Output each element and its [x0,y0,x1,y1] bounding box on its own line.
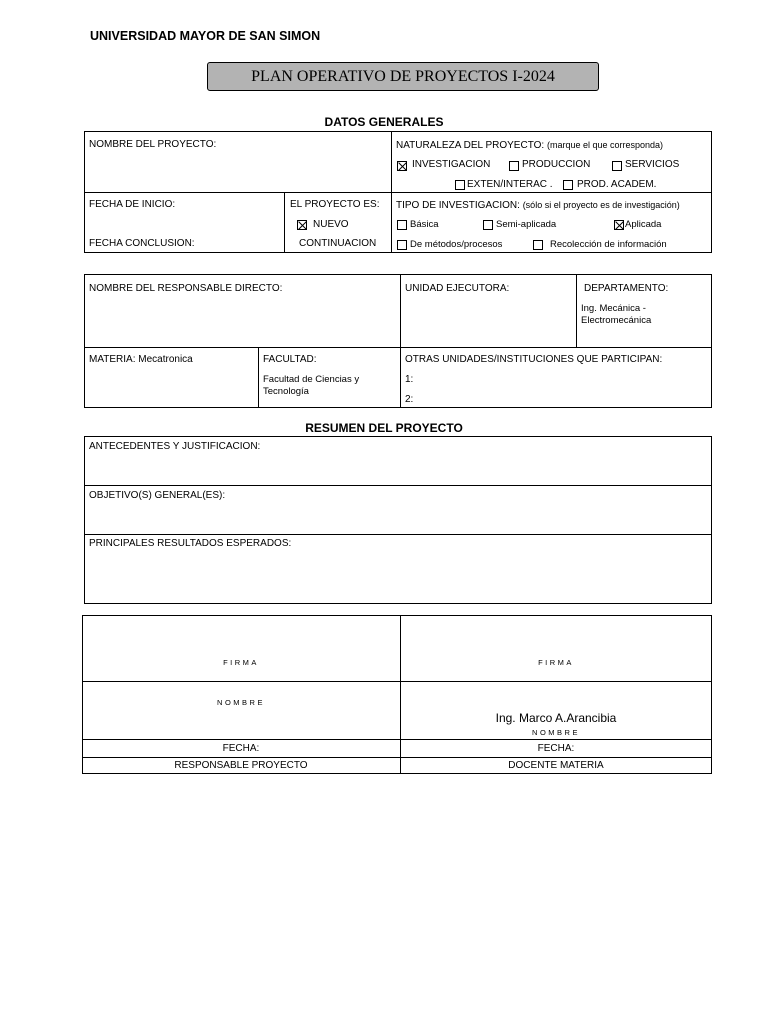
fecha-conclusion-label: FECHA CONCLUSION: [89,238,195,249]
facultad-label: FACULTAD: [263,354,317,365]
row-divider [82,757,712,758]
firma-label-left: FIRMA [223,658,259,667]
university-name: UNIVERSIDAD MAYOR DE SAN SIMON [90,29,321,43]
objetivos-label: OBJETIVO(S) GENERAL(ES): [89,490,226,501]
facultad-value-line2: Tecnología [263,386,309,397]
column-divider [284,192,285,253]
prod-academ-option-label: PROD. ACADEM. [577,179,657,190]
investigacion-checkbox[interactable] [397,161,407,171]
page-title: PLAN OPERATIVO DE PROYECTOS I-2024 [207,62,599,91]
otras-unidades-item-1: 1: [405,374,414,385]
aplicada-checkbox[interactable] [614,220,624,230]
basica-option-label: Básica [410,219,439,230]
produccion-checkbox[interactable] [509,161,519,171]
column-divider [258,347,259,408]
tipo-investigacion-label [396,199,680,212]
continuacion-option-label: CONTINUACION [299,238,377,249]
responsable-directo-label: NOMBRE DEL RESPONSABLE DIRECTO: [89,283,283,294]
servicios-option-label: SERVICIOS [625,159,680,170]
row-divider [82,681,712,682]
investigacion-option-label: INVESTIGACION [412,159,491,170]
row-divider [84,192,712,193]
aplicada-option-label: Aplicada [625,219,662,230]
column-divider [400,274,401,408]
nuevo-option-label: NUEVO [313,219,349,230]
servicios-checkbox[interactable] [612,161,622,171]
produccion-option-label: PRODUCCION [522,159,591,170]
exten-interac-checkbox[interactable] [455,180,465,190]
unidad-ejecutora-label: UNIDAD EJECUTORA: [405,283,510,294]
row-divider [84,485,712,486]
resumen-table [84,436,712,604]
resumen-heading: RESUMEN DEL PROYECTO [305,421,463,435]
prod-academ-checkbox[interactable] [563,180,573,190]
docente-materia-role: DOCENTE MATERIA [508,760,604,771]
tipo-investigacion-label-text: TIPO DE INVESTIGACION: [396,200,520,211]
basica-checkbox[interactable] [397,220,407,230]
materia-label: MATERIA: Mecatronica [89,354,193,365]
semi-aplicada-option-label: Semi-aplicada [496,219,557,230]
proyecto-es-label: EL PROYECTO ES: [290,199,380,210]
semi-aplicada-checkbox[interactable] [483,220,493,230]
responsable-proyecto-role: RESPONSABLE PROYECTO [174,760,308,771]
exten-interac-option-label: EXTEN/INTERAC . [467,179,553,190]
docente-nombre: Ing. Marco A.Arancibia [495,711,617,725]
otras-unidades-item-2: 2: [405,394,414,405]
facultad-value-line1: Facultad de Ciencias y [263,374,360,385]
nombre-label-left: NOMBRE [217,698,265,707]
naturaleza-hint: (marque el que corresponda) [546,140,664,150]
recoleccion-option-label: Recolección de información [550,239,667,250]
antecedentes-label: ANTECEDENTES Y JUSTIFICACION: [89,441,261,452]
tipo-investigacion-hint: (sólo si el proyecto es de investigación) [522,200,680,210]
row-divider [84,347,712,348]
otras-unidades-label: OTRAS UNIDADES/INSTITUCIONES QUE PARTICIPAN: [405,354,663,365]
departamento-label: DEPARTAMENTO: [584,283,669,294]
fecha-label-left: FECHA: [222,743,260,754]
nombre-label-right: NOMBRE [532,728,580,737]
departamento-value-line2: Electromecánica [581,315,652,326]
row-divider [84,534,712,535]
fecha-inicio-label: FECHA DE INICIO: [89,199,176,210]
datos-generales-heading: DATOS GENERALES [324,115,444,129]
row-divider [82,739,712,740]
recoleccion-checkbox[interactable] [533,240,543,250]
column-divider [391,131,392,253]
fecha-label-right: FECHA: [537,743,575,754]
nombre-proyecto-label: NOMBRE DEL PROYECTO: [89,139,217,150]
metodos-procesos-option-label: De métodos/procesos [410,239,503,250]
column-divider [576,274,577,347]
resultados-label: PRINCIPALES RESULTADOS ESPERADOS: [89,538,292,549]
firma-label-right: FIRMA [538,658,574,667]
naturaleza-label [396,139,663,152]
metodos-procesos-checkbox[interactable] [397,240,407,250]
departamento-value-line1: Ing. Mecánica - [581,303,646,314]
naturaleza-label-text: NATURALEZA DEL PROYECTO: [396,140,545,151]
nuevo-checkbox[interactable] [297,220,307,230]
